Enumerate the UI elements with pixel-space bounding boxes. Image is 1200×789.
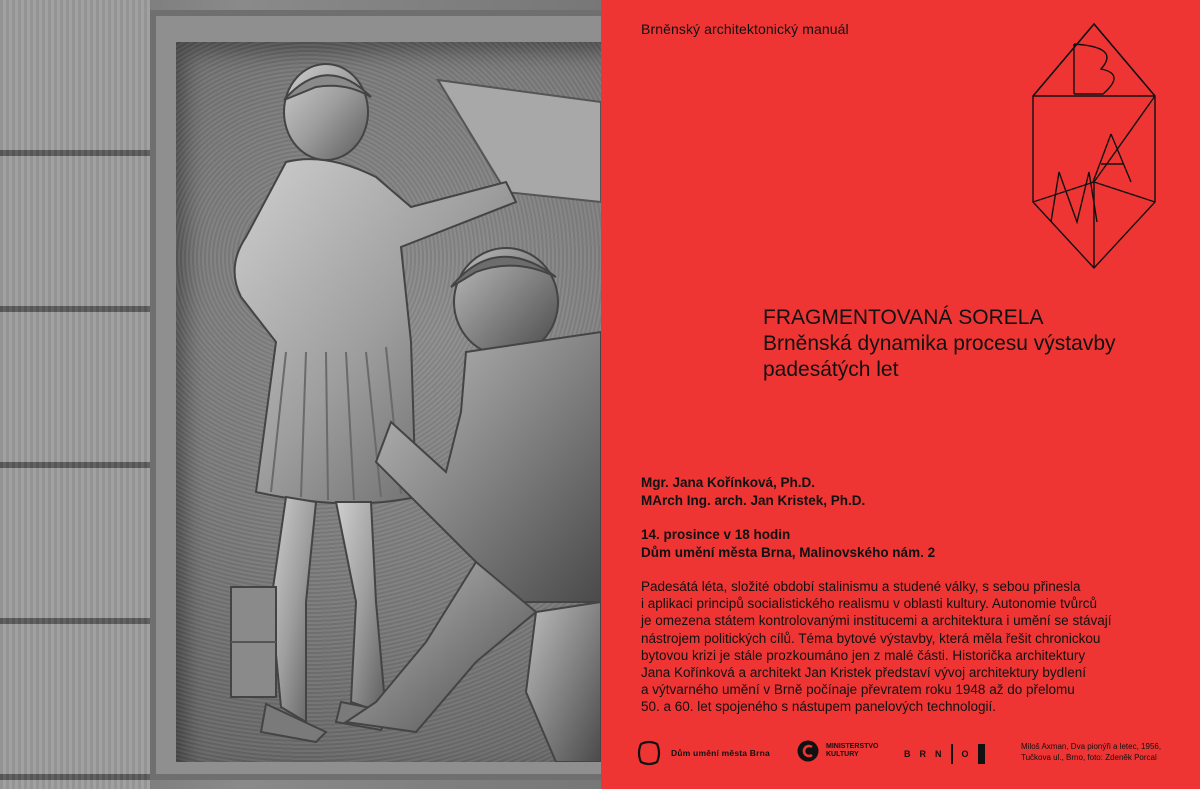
description: Padesátá léta, složité období stalinismu a studené války, s sebou přinesla i aplikaci principů socialistického realismu v oblasti kultury. Autonomie tvůrců je omezena státem kontrolovanými institucemi a architektura i umění se stávají nástrojem politických cílů. Téma bytové výstavby, která měla řešit chronickou bytovou krizi je stále prozkoumáno jen z malé části. Historička architektury Jana Kořínková a architekt Jan Kristek představí vývoj architektury bydlení a výtvarného umění v Brně počínaje převratem roku 1948 až do přelomu 50. a 60. let spojeného s nástupem panelových technologií. xyxy=(641,579,1112,715)
mk-label-line-2: KULTURY xyxy=(826,751,859,758)
dum-umeni-label: Dům umění města Brna xyxy=(671,748,770,758)
relief-figures-icon xyxy=(176,42,601,762)
ministerstvo-kultury-logo xyxy=(796,739,879,763)
event-venue: Dům umění města Brna, Malinovského nám. 2 xyxy=(641,545,936,560)
stone-wall xyxy=(0,0,150,789)
photo-credit: Miloš Axman, Dva pionýři a letec, 1956, Tučkova ul., Brno, foto: Zdeněk Porcal xyxy=(1021,742,1162,762)
brno-letter-o: O xyxy=(961,749,969,759)
brno-block-icon xyxy=(978,744,985,764)
event-info xyxy=(641,526,935,562)
lecture-title-line-2: Brněnská dynamika procesu výstavby xyxy=(763,332,1116,355)
footer xyxy=(601,736,1200,776)
brno-logo xyxy=(904,744,985,764)
manual-title: Brněnský architektonický manuál xyxy=(641,21,849,37)
speaker-2: MArch Ing. arch. Jan Kristek, Ph.D. xyxy=(641,493,866,508)
brno-letter-n: N xyxy=(935,749,942,759)
ministerstvo-kultury-label xyxy=(826,743,879,759)
dum-umeni-icon xyxy=(637,740,661,766)
brno-bar-icon xyxy=(951,744,953,764)
brno-letter-b: B xyxy=(904,749,911,759)
info-panel xyxy=(601,0,1200,789)
lecture-title-line-1: FRAGMENTOVANÁ SORELA xyxy=(763,306,1044,329)
lecture-title-line-3: padesátých let xyxy=(763,358,899,381)
dum-umeni-logo xyxy=(637,740,770,766)
brno-letter-r: R xyxy=(919,749,926,759)
event-date: 14. prosince v 18 hodin xyxy=(641,527,791,542)
speaker-1: Mgr. Jana Kořínková, Ph.D. xyxy=(641,475,816,490)
ministerstvo-kultury-icon xyxy=(796,739,820,763)
lecture-title xyxy=(763,305,1183,383)
speakers xyxy=(641,474,865,510)
mk-label-line-1: MINISTERSTVO xyxy=(826,743,879,750)
bam-logo-icon xyxy=(1031,22,1157,270)
